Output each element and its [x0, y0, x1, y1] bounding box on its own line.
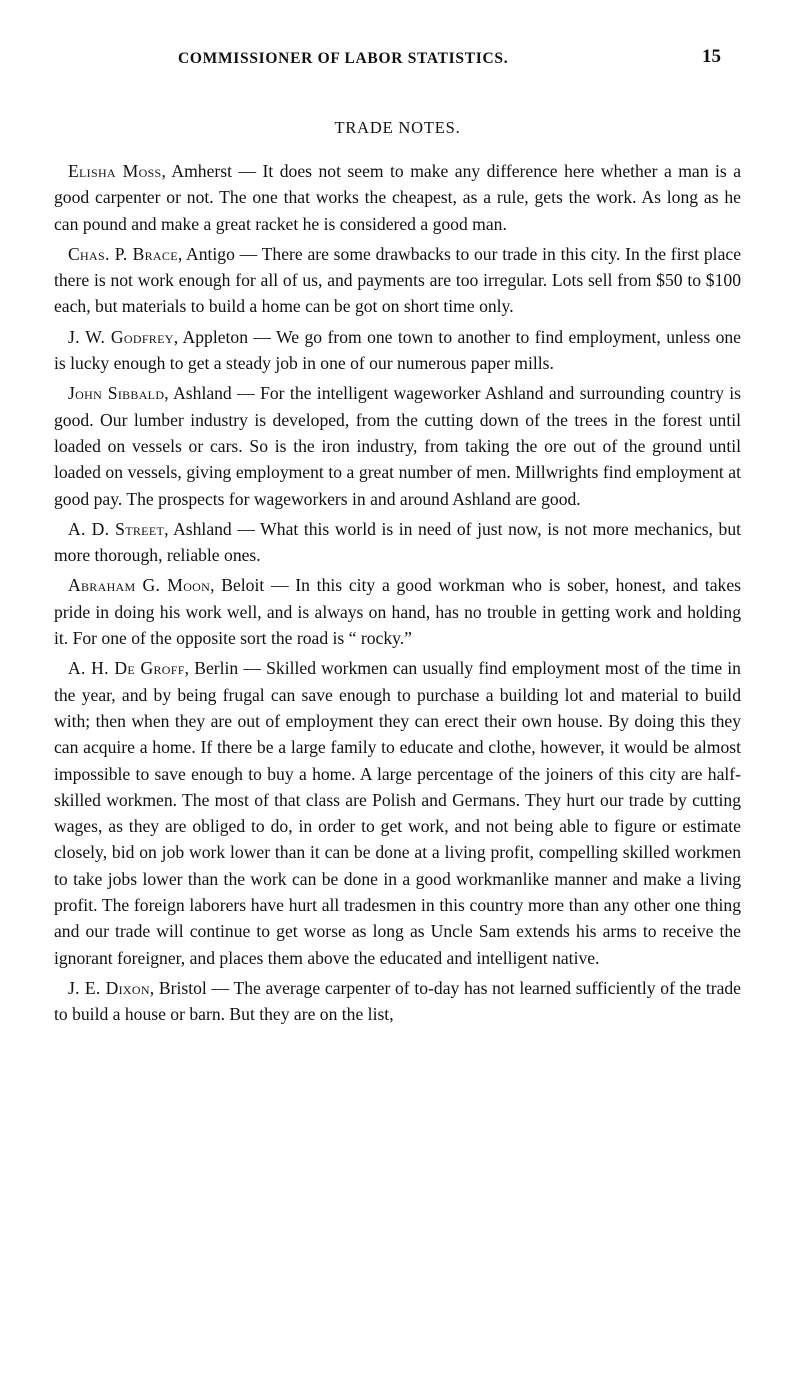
note-text: — The average carpenter of to-day has not learned sufficiently of the trade to build a house or barn. But they are on the list,: [54, 977, 741, 1025]
correspondent-place: , Bristol: [149, 977, 207, 998]
note-text: — It does not seem to make any difference here whether a man is a good carpenter or not. The one that works the cheapest, as a rule, gets the work. As long as he can pound and make a great racket he is considered a good man.: [54, 161, 742, 234]
correspondent-place: , Ashland: [164, 383, 232, 404]
trade-note: [54, 380, 741, 511]
trade-note: [54, 975, 741, 1028]
correspondent-name: Abraham G. Moon: [68, 575, 211, 596]
correspondent-place: , Berlin: [184, 658, 239, 679]
trade-note: [54, 572, 741, 651]
trade-note: [54, 158, 741, 237]
correspondent-place: , Antigo: [177, 243, 235, 264]
correspondent-name: J. W. Godfrey: [68, 326, 174, 347]
trade-notes-list: [54, 158, 741, 1028]
correspondent-name: A. H. De Groff: [68, 658, 185, 679]
correspondent-name: Chas. P. Brace: [68, 243, 178, 264]
correspondent-name: A. D. Street: [68, 518, 165, 539]
trade-note: [54, 324, 741, 377]
section-title: TRADE NOTES.: [334, 118, 461, 137]
correspondent-place: , Appleton: [173, 326, 249, 347]
note-text: — Skilled workmen can usually find employment most of the time in the year, and by being frugal can save enough to purchase a building lot and material to build with; then when they are out of employment they can erect their own house. By doing this they can acquire a home. If there be a large family to educate and clothe, however, it would be almost impossible to save enough to buy a home. A large percentage of the joiners of this city are half-skilled workmen. The most of that class are Polish and Germans. They hurt our trade by cutting wages, as they are obliged to do, in order to get work, and not being able to figure or estimate closely, bid on job work lower than it can be done at a living profit, compelling skilled workmen to take jobs lower than the work can be done in a good workmanlike manner and make a living profit. The foreign laborers have hurt all tradesmen in this country more than any other one thing and our trade will continue to get worse as long as Uncle Sam extends his arms to receive the ignorant foreigner, and places them above the educated and intelligent native.: [54, 658, 741, 968]
note-text: — There are some drawbacks to our trade in this city. In the first place there is not work enough for all of us, and payments are too irregular. Lots sell from $50 to $100 each, but materials to build a home can be got on short time only.: [54, 243, 742, 317]
trade-note: [54, 241, 741, 320]
trade-note: [54, 516, 741, 569]
note-text: — For the intelligent wageworker Ashland and surrounding country is good. Our lumber industry is developed, from the cutting down of the trees in the forest until loaded on vessels or cars. So is the iron industry, from taking the ore out of the ground until loaded on vessels, giving employment to a great number of men. Millwrights find employment at good pay. The prospects for wageworkers in and around Ashland are good.: [54, 383, 741, 509]
note-text: — We go from one town to another to find employment, unless one is lucky enough to get a steady job in one of our numerous paper mills.: [54, 326, 741, 374]
note-text: — In this city a good workman who is sober, honest, and takes pride in doing his work well, and is always on hand, has no trouble in getting work and holding it. For one of the opposite sort the road is “ rocky.”: [54, 575, 741, 649]
correspondent-name: John Sibbald: [68, 383, 165, 404]
page-number: 15: [702, 46, 721, 67]
page-header: [54, 44, 741, 70]
trade-note: [54, 655, 741, 971]
correspondent-name: Elisha Moss: [68, 161, 162, 181]
correspondent-place: , Beloit: [210, 575, 265, 596]
correspondent-place: , Amherst: [161, 161, 233, 181]
running-title: COMMISSIONER OF LABOR STATISTICS.: [178, 50, 509, 67]
correspondent-name: J. E. Dixon: [68, 977, 150, 998]
note-text: — What this world is in need of just now, is not more mechanics, but more thorough, reliable ones.: [54, 518, 742, 566]
correspondent-place: , Ashland: [164, 518, 232, 539]
